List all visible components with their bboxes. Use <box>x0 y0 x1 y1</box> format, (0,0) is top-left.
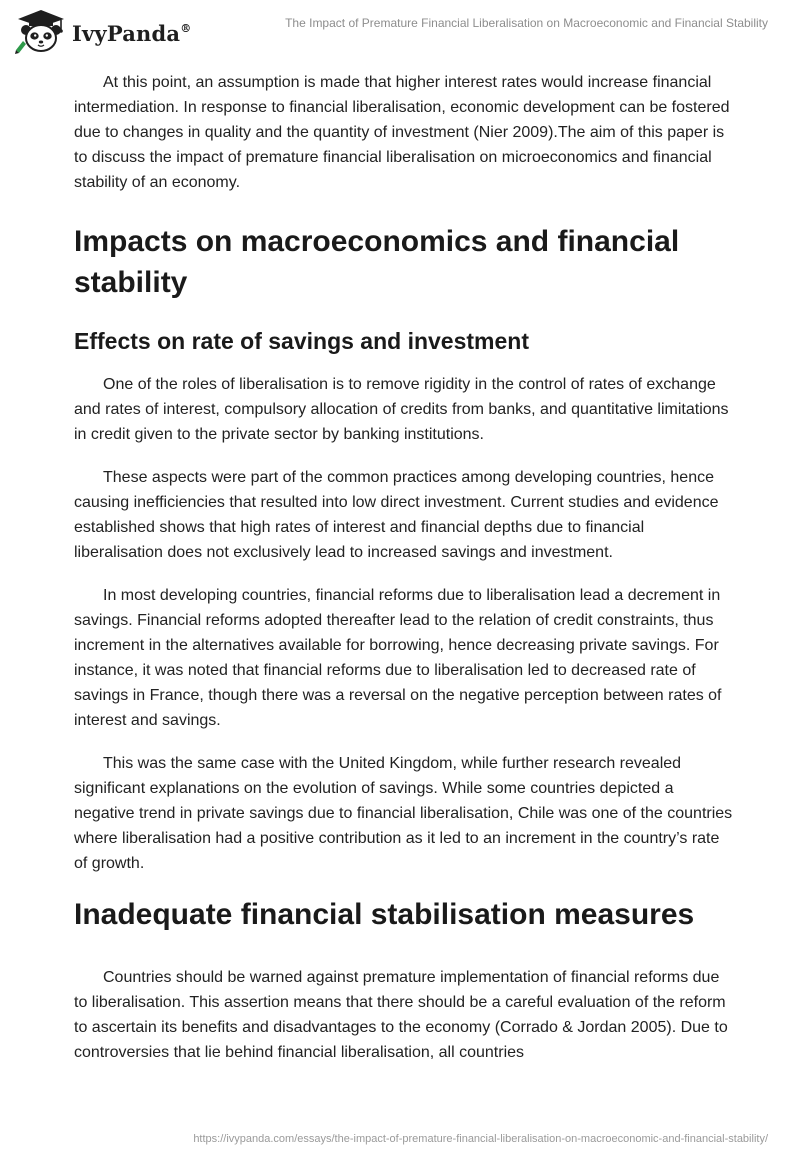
body-paragraph: This was the same case with the United Kingdom, while further research revealed significant explanations on the evolution of savings. While some countries depicted a negative trend in private savings due to financial liberalisation, Chile was one of the countries where liberalisation had a positive contribution as it led to an increment in the country’s rate of growth. <box>74 755 733 872</box>
brand-name: IvyPanda® <box>72 20 192 46</box>
section-heading-impacts: Impacts on macroeconomics and financial stability <box>74 225 680 299</box>
document-title: The Impact of Premature Financial Liberalisation on Macroeconomic and Financial Stability <box>285 16 768 30</box>
registered-mark: ® <box>180 21 192 35</box>
subsection-heading-savings: Effects on rate of savings and investment <box>74 328 530 354</box>
intro-paragraph: At this point, an assumption is made that higher interest rates would increase financial intermediation. In response to financial liberalisation, economic development can be fostered due to changes in quality and the quantity of investment (Nier 2009).The aim of this paper is to discuss the impact of premature financial liberalisation on microeconomics and financial stability of an economy. <box>74 74 730 191</box>
section-heading-stabilisation: Inadequate financial stabilisation measures <box>74 898 695 931</box>
body-paragraph: One of the roles of liberalisation is to remove rigidity in the control of rates of exchange and rates of interest, compulsory allocation of credits from banks, and quantitative limitations in credit given to the private sector by banking institutions. <box>74 376 729 443</box>
body-paragraph: These aspects were part of the common practices among developing countries, hence causing inefficiencies that resulted into low direct investment. Current studies and evidence established shows that high rates of interest and financial depths due to financial liberalisation does not exclusively lead to increased savings and investment. <box>74 469 719 561</box>
page-header <box>0 0 800 64</box>
brand-logo[interactable] <box>14 8 191 56</box>
essay-content <box>74 70 734 1083</box>
panda-graduate-icon <box>14 8 68 56</box>
body-paragraph: In most developing countries, financial reforms due to liberalisation lead a decrement in savings. Financial reforms adopted thereafter lead to the relation of credit constraints, thus increment in the alternatives available for borrowing, hence decreasing private savings. For instance, it was noted that financial reforms due to liberalisation led to decreased rate of savings in France, though there was a reversal on the negative perception between rates of interest and savings. <box>74 587 722 729</box>
source-url[interactable]: https://ivypanda.com/essays/the-impact-of-premature-financial-liberalisation-on-macroeconomic-and-financial-stability/ <box>193 1133 768 1145</box>
body-paragraph: Countries should be warned against premature implementation of financial reforms due to liberalisation. This assertion means that there should be a careful evaluation of the reform to ascertain its benefits and disadvantages to the economy (Corrado & Jordan 2005). Due to controversies that lie behind financial liberalisation, all countries <box>74 969 728 1061</box>
